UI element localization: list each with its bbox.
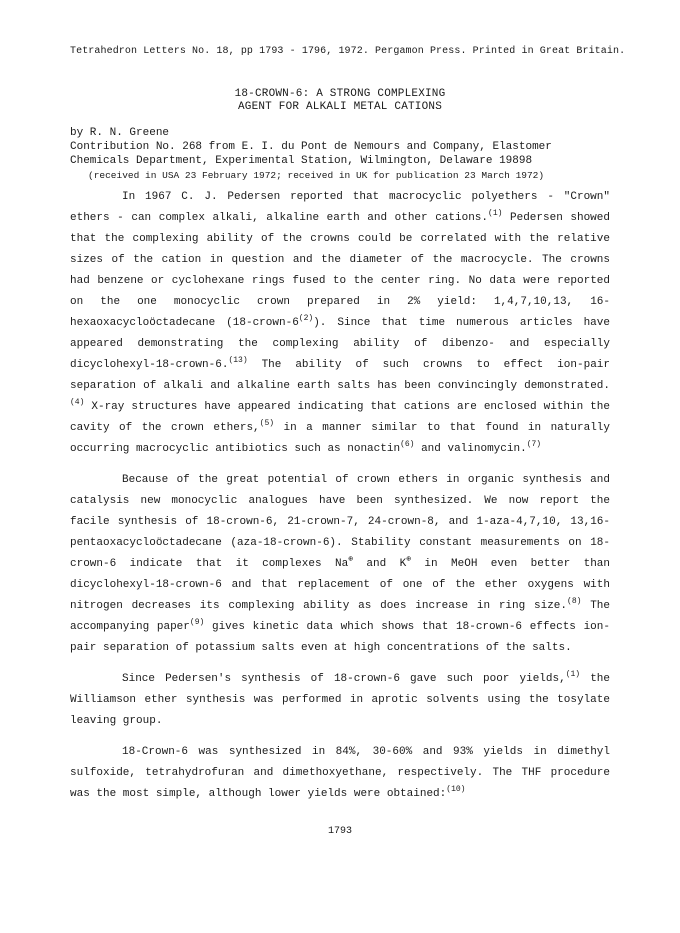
cation-charge: ⊕ bbox=[348, 555, 354, 564]
article-title-line-2: AGENT FOR ALKALI METAL CATIONS bbox=[237, 101, 443, 113]
paragraph-2 bbox=[70, 470, 610, 659]
paragraph-1 bbox=[70, 187, 610, 460]
text-segment: ). Since that time numerous articles have appeared demonstrating the complexing ability of dibenzo- and especially dicyclohexyl-18-crown-6. bbox=[70, 317, 610, 371]
received-dates: (received in USA 23 February 1972; received in UK for publication 23 March 1972) bbox=[88, 170, 545, 181]
reference-7: (7) bbox=[526, 440, 542, 449]
affiliation-line-1: Contribution No. 268 from E. I. du Pont de Nemours and Company, Elastomer bbox=[70, 141, 552, 153]
text-segment: Because of the great potential of crown ethers in organic synthesis and catalysis new monocyclic analogues have been synthesized. We now report the facile synthesis of 18-crown-6, 21-crown-7, 24-crown-8, and 1-aza-4,7,10, 13,16-pentaoxacycloöctadecane (aza-18-crown-6). Stability constant measurements on 18-crown-6 indicate that it complexes Na bbox=[70, 474, 610, 570]
reference-8: (8) bbox=[567, 597, 582, 606]
text-segment: X-ray structures have appeared indicating that cations are enclosed within the cavity of the crown ethers, bbox=[70, 401, 610, 434]
text-segment: The ability of such crowns to effect ion-pair separation of alkali and alkaline earth salts has been convincingly demonstrated. bbox=[70, 359, 610, 392]
article-title-line-1: 18-CROWN-6: A STRONG COMPLEXING bbox=[234, 88, 446, 100]
paragraph-3 bbox=[70, 669, 610, 732]
text-segment: and valinomycin. bbox=[414, 443, 527, 455]
text-segment: Pedersen showed that the complexing ability of the crowns could be correlated with the relative sizes of the cation in question and the diameter of the macrocycle. The crowns had benzene or cyclohexane rings fused to the center ring. No data were reported on the one monocyclic crown prepared in 2% yield: 1,4,7,10,13, 16-hexaoxacycloöctadecane (18-crown-6 bbox=[70, 212, 610, 329]
reference-2: (2) bbox=[298, 314, 314, 323]
text-segment: The accompanying paper bbox=[70, 600, 610, 633]
reference-1: (1) bbox=[565, 670, 581, 679]
reference-4: (4) bbox=[70, 398, 85, 407]
text-segment: the Williamson ether synthesis was performed in aprotic solvents using the tosylate leaving group. bbox=[70, 673, 610, 727]
journal-header: Tetrahedron Letters No. 18, pp 1793 - 1796, 1972. Pergamon Press. Printed in Great Britain. bbox=[70, 46, 626, 57]
text-segment: in MeOH even better than dicyclohexyl-18-crown-6 and that replacement of one of the ether oxygens with nitrogen decreases its complexing ability as does increase in ring size. bbox=[70, 558, 610, 612]
text-segment: Since Pedersen's synthesis of 18-crown-6 gave such poor yields, bbox=[122, 673, 566, 685]
author-line: by R. N. Greene bbox=[70, 127, 170, 139]
reference-6: (6) bbox=[400, 440, 415, 449]
reference-9: (9) bbox=[189, 618, 205, 627]
affiliation-line-2: Chemicals Department, Experimental Station, Wilmington, Delaware 19898 bbox=[70, 155, 533, 167]
reference-1: (1) bbox=[488, 209, 503, 218]
text-segment: In 1967 C. J. Pedersen reported that macrocyclic polyethers - "Crown" ethers - can complex alkali, alkaline earth and other cations. bbox=[70, 191, 610, 224]
reference-10: (10) bbox=[446, 785, 466, 794]
text-segment: 18-Crown-6 was synthesized in 84%, 30-60% and 93% yields in dimethyl sulfoxide, tetrahydrofuran and dimethoxyethane, respectively. The THF procedure was the most simple, although lower yields were obtained: bbox=[70, 746, 610, 800]
article-body bbox=[70, 187, 610, 805]
reference-5: (5) bbox=[259, 419, 275, 428]
reference-13: (13) bbox=[228, 356, 248, 365]
paragraph-4 bbox=[70, 742, 610, 805]
text-segment: and K bbox=[353, 558, 407, 570]
text-segment: gives kinetic data which shows that 18-crown-6 effects ion-pair separation of potassium salts even at high concentrations of the salts. bbox=[70, 621, 610, 654]
cation-charge: ⊕ bbox=[406, 555, 412, 564]
page-number: 1793 bbox=[327, 826, 352, 837]
text-segment: in a manner similar to that found in naturally occurring macrocyclic antibiotics such as nonactin bbox=[70, 422, 610, 455]
